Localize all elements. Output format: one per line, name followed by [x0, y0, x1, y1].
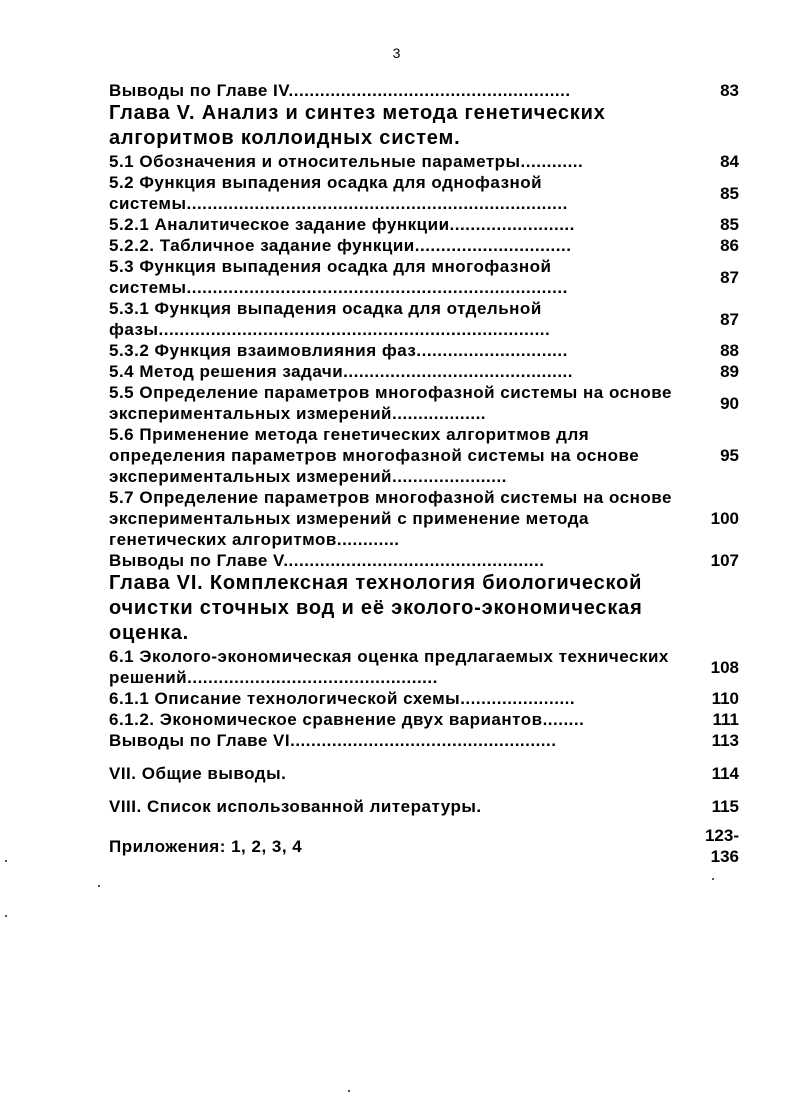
toc-chapter-text: Глава V. Анализ и синтез метода генетических алгоритмов коллоидных систем. [109, 102, 606, 149]
toc-entry-page: 115 [711, 797, 739, 816]
toc-entry-text: Выводы по Главе IV...................................................... [109, 81, 571, 100]
toc-entry [109, 256, 739, 298]
toc-entry-page: 113 [711, 731, 739, 750]
toc-entry-page: 108 [710, 657, 739, 677]
toc-entry-page: 83 [720, 81, 739, 100]
scan-speck [98, 885, 100, 887]
toc-chapter-heading [109, 571, 739, 646]
toc-entry [109, 151, 739, 172]
toc-entry-text: 5.2.2. Табличное задание функции.............................. [109, 236, 572, 255]
toc-entry-page: 87 [720, 309, 739, 329]
toc-entry-page: 95 [720, 446, 739, 465]
toc-entry-page: 89 [720, 362, 739, 381]
toc-entry-page: 111 [712, 710, 739, 729]
toc-entry [109, 825, 739, 867]
toc-entry-text: 6.1.1 Описание технологической схемы...................... [109, 689, 576, 708]
toc-entry-page: 110 [711, 689, 739, 708]
toc-entry-text: Выводы по Главе VI................................................... [109, 731, 557, 750]
toc-entry [109, 730, 739, 751]
toc-entry-page: 87 [720, 267, 739, 287]
toc-entry [109, 235, 739, 256]
toc-chapter-text: Глава VI. Комплексная технология биологической очистки сточных вод и её эколого-экономическая оценка. [109, 572, 643, 644]
toc-entry-page: 100 [710, 509, 739, 528]
toc-entry-text: VII. Общие выводы. [109, 764, 287, 783]
toc-entry-text: 5.2 Функция выпадения осадка для однофазной системы......................................................................... [109, 173, 568, 213]
toc-entry-page: 85 [720, 183, 739, 203]
toc-entry [109, 763, 739, 784]
toc-entry [109, 214, 739, 235]
table-of-contents [109, 80, 739, 867]
scan-speck [5, 915, 7, 917]
toc-entry [109, 796, 739, 817]
toc-entry [109, 487, 739, 550]
toc-entry-text: 6.1.2. Экономическое сравнение двух вариантов........ [109, 710, 585, 729]
toc-entry [109, 340, 739, 361]
toc-entry-text: Приложения: 1, 2, 3, 4 [109, 836, 303, 856]
toc-entry-text: 5.1 Обозначения и относительные параметры............ [109, 152, 584, 171]
toc-entry-text: 5.5 Определение параметров многофазной системы на основе экспериментальных измерений.................. [109, 383, 672, 423]
toc-entry [109, 646, 739, 688]
toc-entry-text: 5.3 Функция выпадения осадка для многофазной системы......................................................................... [109, 257, 568, 297]
scan-speck [5, 860, 7, 862]
toc-entry-text: 5.2.1 Аналитическое задание функции........................ [109, 215, 575, 234]
toc-entry-page: 90 [720, 393, 739, 413]
toc-entry [109, 550, 739, 571]
toc-entry [109, 424, 739, 487]
toc-entry-page: 84 [720, 152, 739, 171]
toc-chapter-heading [109, 101, 739, 151]
scan-speck [712, 878, 714, 880]
toc-entry-text: 5.3.1 Функция выпадения осадка для отдельной фазы........................................................................... [109, 299, 551, 339]
toc-entry-page: 88 [720, 341, 739, 360]
toc-entry [109, 298, 739, 340]
toc-entry [109, 709, 739, 730]
toc-entry-page: 85 [720, 215, 739, 234]
toc-entry [109, 172, 739, 214]
toc-entry-page: 107 [710, 551, 739, 570]
toc-entry [109, 382, 739, 424]
toc-entry-text: 5.7 Определение параметров многофазной системы на основе экспериментальных измерений с применение метода генетических алгоритмов............ [109, 488, 672, 549]
toc-entry-page: 86 [720, 236, 739, 255]
toc-entry-text: 5.3.2 Функция взаимовлияния фаз............................. [109, 341, 568, 360]
toc-entry-text: Выводы по Главе V.................................................. [109, 551, 545, 570]
toc-entry-page: 114 [711, 764, 739, 783]
toc-entry [109, 688, 739, 709]
toc-entry [109, 80, 739, 101]
scan-speck [348, 1090, 350, 1092]
toc-entry-text: 5.6 Применение метода генетических алгоритмов для определения параметров многофазной системы на основе экспериментальных измерений...................... [109, 425, 640, 486]
toc-entry-page: 123-136 [704, 826, 739, 866]
toc-entry-text: VIII. Список использованной литературы. [109, 797, 482, 816]
toc-entry-text: 6.1 Эколого-экономическая оценка предлагаемых технических решений................................................ [109, 647, 669, 687]
toc-entry-text: 5.4 Метод решения задачи............................................ [109, 362, 573, 381]
toc-entry [109, 361, 739, 382]
page-number: 3 [392, 45, 401, 61]
